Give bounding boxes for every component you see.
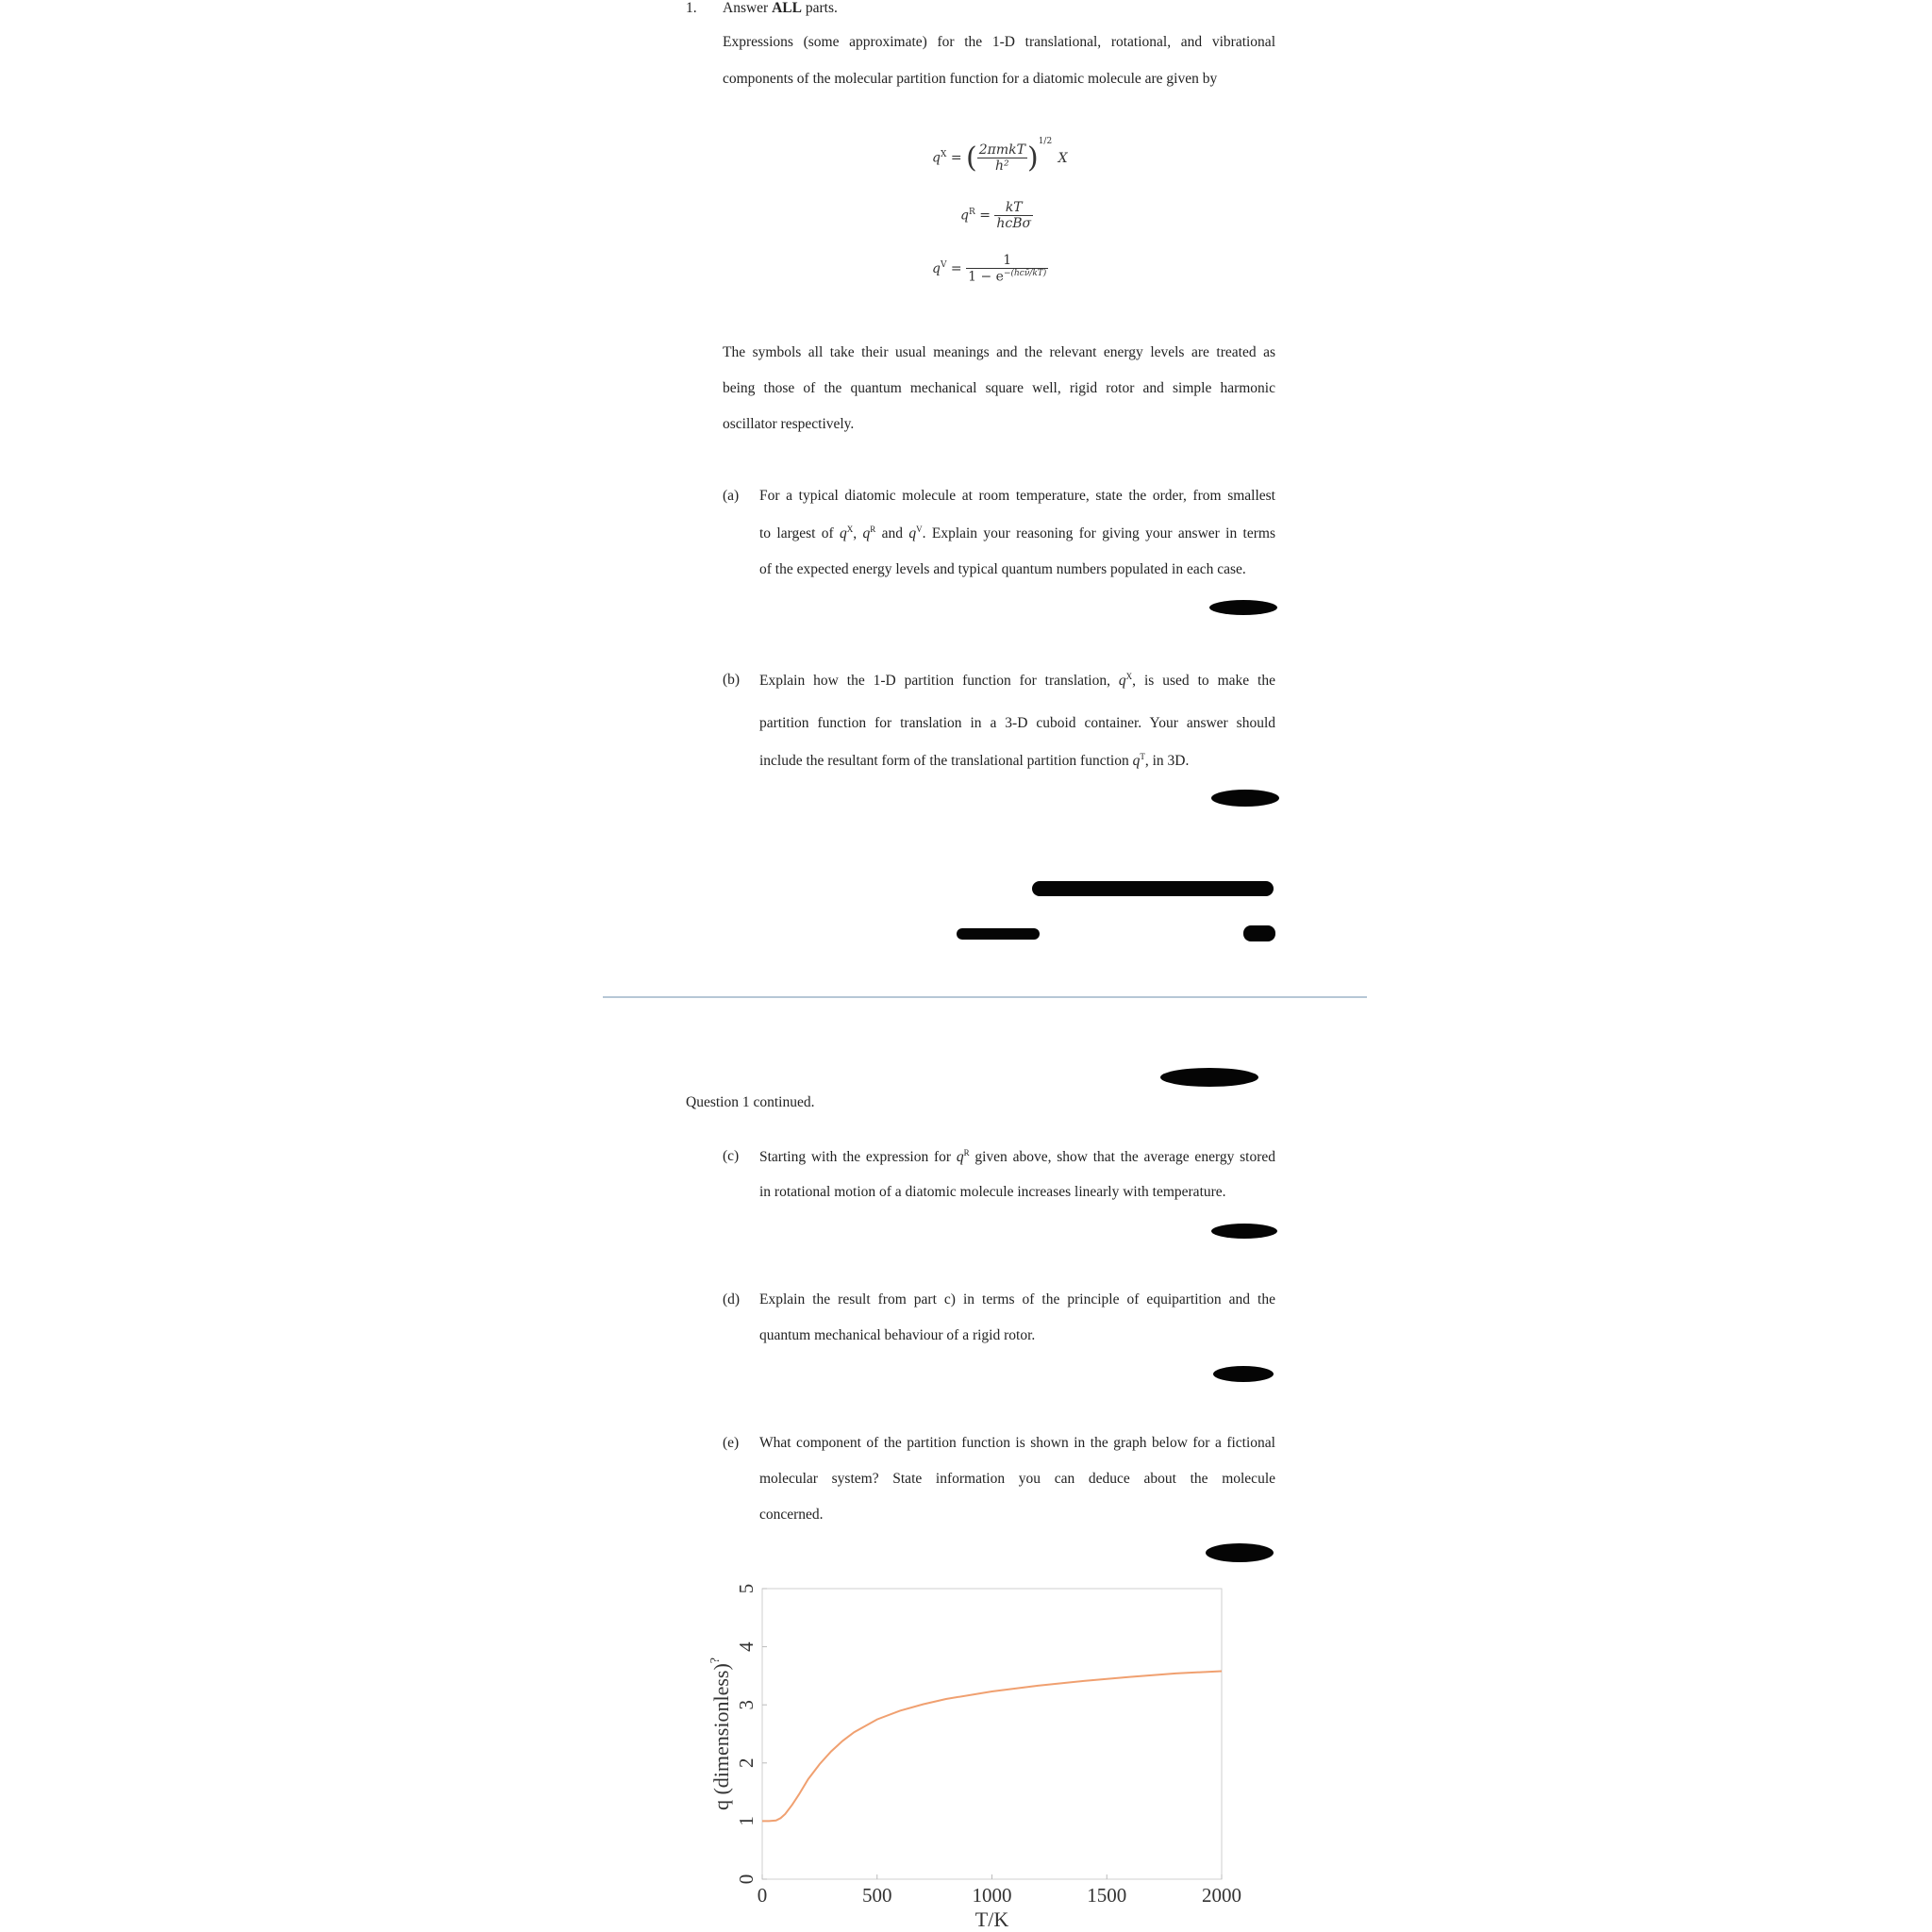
symbol-q: q (1132, 753, 1141, 770)
para1-line1: Expressions (some approximate) for the 1-D translational, rotational, and vibrational (723, 34, 1275, 50)
qr-denominator: hcBσ (996, 216, 1032, 231)
redaction-blot (1211, 790, 1279, 807)
qr-lhs: q (960, 208, 969, 224)
x-axis-label: T/K (974, 1907, 1009, 1931)
qv-numerator: 1 (966, 253, 1048, 269)
question-continued: Question 1 continued. (686, 1094, 815, 1110)
qx-denominator: h² (995, 158, 1009, 174)
part-e-label: (e) (723, 1435, 740, 1451)
symbol-sup-r: R (870, 525, 876, 534)
part-a-line2-post: . Explain your reasoning for giving your answer in terms (922, 525, 1275, 542)
symbol-sup-v: V (916, 525, 923, 534)
qr-numerator: kT (994, 200, 1033, 216)
part-d-line1: Explain the result from part c) in terms of the principle of equipartition and the (759, 1291, 1275, 1307)
part-b-line1-post: , is used to make the (1132, 673, 1275, 690)
part-b-line2: partition function for translation in a 3-D cuboid container. Your answer should (759, 715, 1275, 731)
qx-exponent: 1/2 (1038, 136, 1053, 146)
para2-line2: being those of the quantum mechanical square well, rigid rotor and simple harmonic (723, 380, 1275, 396)
x-tick-label: 1500 (1087, 1884, 1127, 1907)
part-b-line1-pre: Explain how the 1-D partition function for translation, (759, 673, 1119, 690)
part-b-line3-post: , in 3D. (1144, 753, 1190, 770)
intro-prefix: Answer (723, 0, 773, 16)
para1-line2: components of the molecular partition function for a diatomic molecule are given by (723, 71, 1218, 87)
part-e-line3: concerned. (759, 1507, 824, 1523)
y-axis-label-sup: ? (708, 1657, 723, 1664)
x-tick-label: 1000 (972, 1884, 1012, 1907)
part-a-line2 (759, 525, 1275, 543)
part-c-line1-post: given above, show that the average energy stored (969, 1149, 1275, 1166)
y-tick-label: 2 (735, 1757, 758, 1769)
y-tick-label: 3 (735, 1699, 758, 1710)
part-c-line2: in rotational motion of a diatomic molecule increases linearly with temperature. (759, 1184, 1226, 1200)
part-c-label: (c) (723, 1148, 740, 1164)
y-axis-label (708, 1657, 733, 1810)
redaction-blot (1206, 1543, 1274, 1562)
partition-function-chart (698, 1571, 1264, 1932)
qv-denominator: 1 − e (968, 269, 1004, 285)
y-axis-label-text: q (dimensionless) (709, 1663, 733, 1811)
x-tick-label: 2000 (1202, 1884, 1241, 1907)
y-tick-label: 0 (735, 1874, 758, 1885)
part-c-line1 (759, 1148, 1275, 1167)
qv-lhs: q (932, 260, 941, 276)
part-b-label: (b) (723, 672, 741, 688)
symbol-q: q (840, 525, 847, 542)
x-tick-label: 500 (862, 1884, 892, 1907)
y-tick-label: 1 (735, 1816, 758, 1826)
question-intro (723, 0, 838, 18)
redaction-blot (1209, 600, 1277, 615)
qx-numerator: 2πmkT (978, 142, 1025, 158)
symbol-sup-x: X (846, 525, 854, 534)
part-b-line3-pre: include the resultant form of the translational partition function (759, 753, 1133, 770)
para2-line1: The symbols all take their usual meanings and the relevant energy levels are treated as (723, 344, 1275, 360)
series-line-q (762, 1672, 1222, 1822)
qr-sup: R (968, 207, 975, 217)
equation-qx: $q^X$ = ( $\frac{\text{2πmkT}}{\text{h²}}$ )$^{1/2}$ X (932, 136, 1068, 175)
question-number: 1. (686, 0, 697, 16)
redaction-blot (1211, 1224, 1277, 1239)
symbol-q: q (956, 1149, 964, 1166)
x-tick-label: 0 (757, 1884, 768, 1907)
part-c-line1-pre: Starting with the expression for (759, 1149, 957, 1166)
y-tick-label: 4 (735, 1641, 758, 1652)
symbol-q: q (1118, 673, 1126, 690)
qx-lhs: q (932, 150, 941, 166)
symbol-and: and (875, 525, 909, 542)
equation-qv: $q^V$ = $\frac{1}{1 - e^{-(hc\nū/kT)}}$ (932, 253, 1047, 285)
redaction-blot (1160, 1068, 1258, 1087)
symbol-sup-x: X (1125, 672, 1133, 681)
part-d-line2: quantum mechanical behaviour of a rigid rotor. (759, 1327, 1036, 1343)
redaction-blot (1032, 881, 1274, 896)
qx-sup: X (940, 149, 947, 159)
para2-line3: oscillator respectively. (723, 416, 855, 432)
part-e-line2: molecular system? State information you can deduce about the molecule (759, 1471, 1275, 1487)
symbol-sep: , (853, 525, 863, 542)
symbol-q: q (862, 525, 871, 542)
qv-sup: V (940, 260, 947, 271)
equation-qr: $q^R$ = $\frac{kT}{\text{hcBσ}}$ (960, 200, 1032, 231)
symbol-sup-r: R (963, 1148, 970, 1158)
symbol-q: q (908, 525, 917, 542)
symbol-sup-t: T (1140, 752, 1145, 761)
y-tick-label: 5 (735, 1583, 758, 1594)
part-e-line1: What component of the partition function is shown in the graph below for a fictional (759, 1435, 1275, 1451)
part-d-label: (d) (723, 1291, 741, 1307)
plot-frame (762, 1589, 1222, 1879)
redaction-blot (1213, 1366, 1274, 1382)
part-a-line3: of the expected energy levels and typical quantum numbers populated in each case. (759, 561, 1246, 577)
redaction-blot (957, 928, 1040, 940)
part-b-line3 (759, 752, 1189, 771)
intro-suffix: parts. (801, 0, 838, 16)
intro-bold: ALL (772, 0, 802, 16)
qv-denominator-exponent: −(hcν̄/kT) (1003, 269, 1047, 278)
part-a-line1: For a typical diatomic molecule at room temperature, state the order, from smallest (759, 488, 1275, 504)
page-divider (603, 996, 1367, 998)
qx-tail: X (1058, 150, 1068, 166)
part-a-line2-pre: to largest of (759, 525, 841, 542)
part-b-line1 (759, 672, 1275, 691)
part-a-label: (a) (723, 488, 740, 504)
redaction-blot (1243, 925, 1275, 941)
